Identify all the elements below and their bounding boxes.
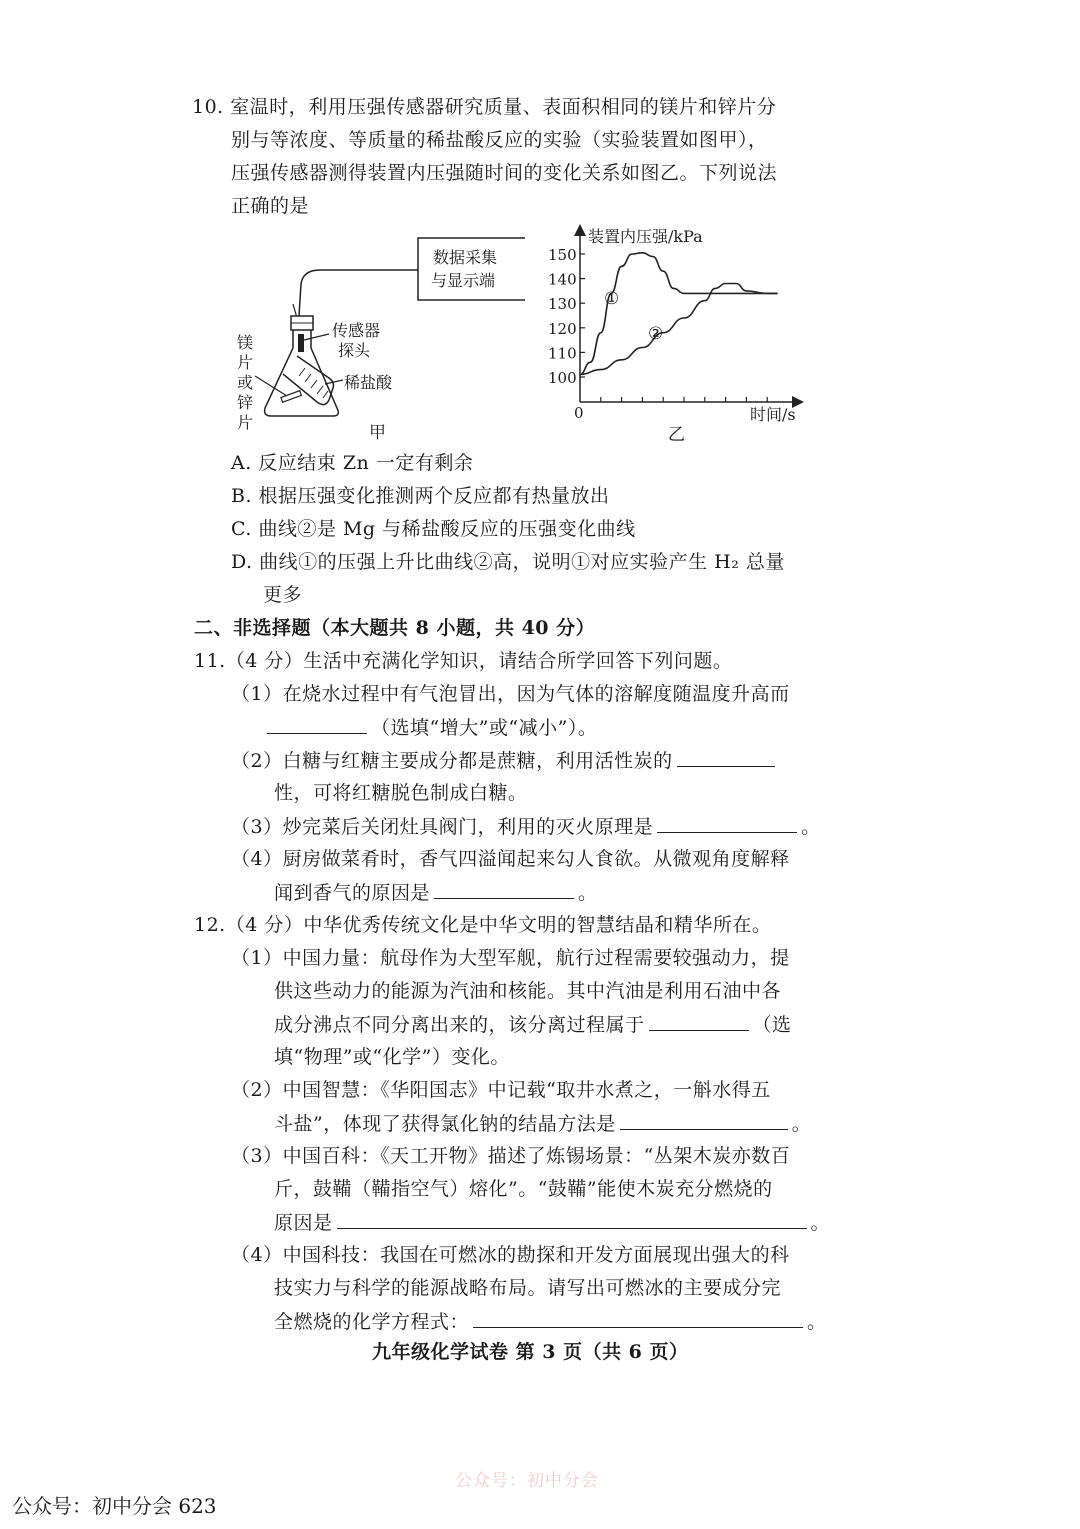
q11-blank-3[interactable]	[657, 814, 797, 833]
sensor-label-2: 探头	[338, 341, 371, 360]
q11-part2-b: 性，可将红糖脱色制成白糖。	[274, 782, 528, 804]
chart-caption: 乙	[668, 425, 685, 445]
metal-label-5: 片	[237, 413, 254, 432]
q11-part2-a-line	[231, 748, 779, 773]
watermark: 公众号：初中分会	[455, 1471, 599, 1491]
q11-part3-b: 。	[801, 816, 821, 838]
box-label-1: 数据采集	[433, 248, 498, 267]
y-tick-label: 110	[548, 344, 577, 363]
q11-part1-a: （1）在烧水过程中有气泡冒出，因为气体的溶解度随温度升高而	[231, 683, 790, 705]
acid-label: 稀盐酸	[344, 373, 393, 392]
metal-strip	[281, 391, 302, 403]
q12-part2-line2	[274, 1111, 811, 1136]
q11-blank-1[interactable]	[267, 715, 367, 734]
metal-label-3: 或	[237, 373, 254, 392]
q12-part1-d: 填“物理”或“化学”）变化。	[274, 1046, 510, 1068]
q11-blank-2[interactable]	[677, 748, 775, 767]
source-label: 公众号：初中分会 623	[12, 1494, 217, 1518]
q11-part4-b: 闻到香气的原因是	[274, 882, 431, 904]
q10-line-4: 正确的是	[231, 195, 310, 217]
q12-part4-c: 全燃烧的化学方程式：	[274, 1311, 470, 1333]
q12-part4-d: 。	[807, 1311, 827, 1333]
q10-line-3: 压强传感器测得装置内压强随时间的变化关系如图乙。下列说法	[231, 162, 778, 184]
figure-yi-chart	[540, 222, 830, 448]
y-tick-label: 150	[548, 246, 577, 264]
q12-blank-3[interactable]	[337, 1210, 807, 1229]
q10-option-b: B. 根据压强变化推测两个反应都有热量放出	[231, 485, 610, 507]
q10-line-1: 10. 室温时，利用压强传感器研究质量、表面积相同的镁片和锌片分	[192, 96, 777, 118]
q12-blank-2[interactable]	[620, 1111, 788, 1130]
page-footer: 九年级化学试卷 第 3 页（共 6 页）	[372, 1341, 689, 1363]
q11-part2-a: （2）白糖与红糖主要成分都是蔗糖，利用活性炭的	[231, 750, 673, 772]
q11-part3-line	[231, 814, 821, 839]
x-axis-label: 时间/s	[750, 405, 796, 424]
q12-part4-a: （4）中国科技：我国在可燃冰的勘探和开发方面展现出强大的科	[231, 1244, 790, 1266]
q12-part1-line2: 供这些动力的能源为汽油和核能。其中汽油是利用石油中各	[274, 980, 782, 1002]
figure-caption-jia: 甲	[369, 423, 386, 443]
q12-part1-line1: （1）中国力量：航母作为大型军舰，航行过程需要较强动力，提	[231, 947, 790, 969]
y-tick-label: 140	[548, 270, 577, 289]
sensor-probe	[298, 334, 304, 352]
q12-part2-c: 。	[791, 1113, 812, 1135]
q12-part2-a: （2）中国智慧：《华阳国志》中记载“取井水煮之，一斛水得五	[231, 1079, 771, 1101]
origin-label: 0	[574, 404, 584, 422]
q12-part1-c2: （选	[752, 1014, 792, 1036]
q12-part3-b: 斤，鼓鞴（鞴指空气）熔化”。“鼓鞴”能使木炭充分燃烧的	[274, 1178, 773, 1200]
q11-part4-c: 。	[578, 882, 598, 904]
y-tick-label: 100	[548, 369, 577, 387]
metal-label-4: 锌	[237, 393, 254, 412]
metal-label-2: 片	[237, 353, 254, 372]
sensor-label-1: 传感器	[332, 321, 381, 340]
q11-part1-b-line	[263, 715, 597, 740]
y-axis-label: 装置内压强/kPa	[588, 227, 703, 246]
q11-part4-a: （4）厨房做菜肴时，香气四溢闻起来勾人食欲。从微观角度解释	[231, 848, 790, 870]
metal-label-1: 镁	[237, 333, 254, 352]
q11-blank-4[interactable]	[434, 880, 574, 899]
q11-part1-b: （选填“增大”或“减小”）。	[371, 717, 598, 739]
q12-part3-a: （3）中国百科：《天工开物》描述了炼锡场景：“丛架木炭亦数百	[231, 1145, 791, 1167]
q11-stem: 11.（4 分）生活中充满化学知识，请结合所学回答下列问题。	[194, 650, 733, 672]
q10-option-c: C. 曲线②是 Mg 与稀盐酸反应的压强变化曲线	[231, 518, 636, 540]
q10-option-d: D. 曲线①的压强上升比曲线②高，说明①对应实验产生 H₂ 总量	[231, 551, 785, 573]
q11-part4-b-line	[274, 880, 598, 905]
q10-line-2: 别与等浓度、等质量的稀盐酸反应的实验（实验装置如图甲），	[231, 129, 768, 151]
cable	[299, 270, 418, 316]
box-label-2: 与显示端	[431, 271, 496, 290]
figure-jia-apparatus	[225, 228, 525, 448]
series-2-label: ②	[648, 324, 664, 344]
q12-part1-line3	[274, 1012, 792, 1037]
section-2-heading: 二、非选择题（本大题共 8 小题，共 40 分）	[194, 617, 596, 639]
sensor-pointer	[304, 334, 329, 340]
series-1-label: ①	[604, 289, 620, 309]
q11-part3-a: （3）炒完菜后关闭灶具阀门，利用的灭火原理是	[231, 816, 654, 838]
acid-hatching	[299, 368, 328, 398]
q10-option-d-cont: 更多	[263, 584, 303, 606]
q10-option-a: A. 反应结束 Zn 一定有剩余	[231, 452, 474, 474]
y-tick-label: 120	[548, 319, 577, 338]
q12-part2-b: 斗盐”，体现了获得氯化钠的结晶方法是	[274, 1113, 616, 1135]
q12-stem: 12.（4 分）中华优秀传统文化是中华文明的智慧结晶和精华所在。	[194, 914, 772, 936]
q12-part4-line3	[274, 1309, 827, 1334]
q12-blank-1[interactable]	[649, 1012, 749, 1031]
series-line-1	[580, 253, 778, 375]
q12-part3-c: 原因是	[274, 1212, 333, 1234]
q12-part3-line3	[274, 1210, 830, 1235]
q12-part3-d: 。	[810, 1212, 831, 1234]
q12-part1-c: 成分沸点不同分离出来的，该分离过程属于	[274, 1014, 645, 1036]
y-tick-label: 130	[548, 295, 577, 314]
metal-pointer	[255, 376, 287, 396]
q12-part4-b: 技实力与科学的能源战略布局。请写出可燃冰的主要成分完	[274, 1277, 782, 1299]
q12-blank-4[interactable]	[473, 1309, 803, 1328]
